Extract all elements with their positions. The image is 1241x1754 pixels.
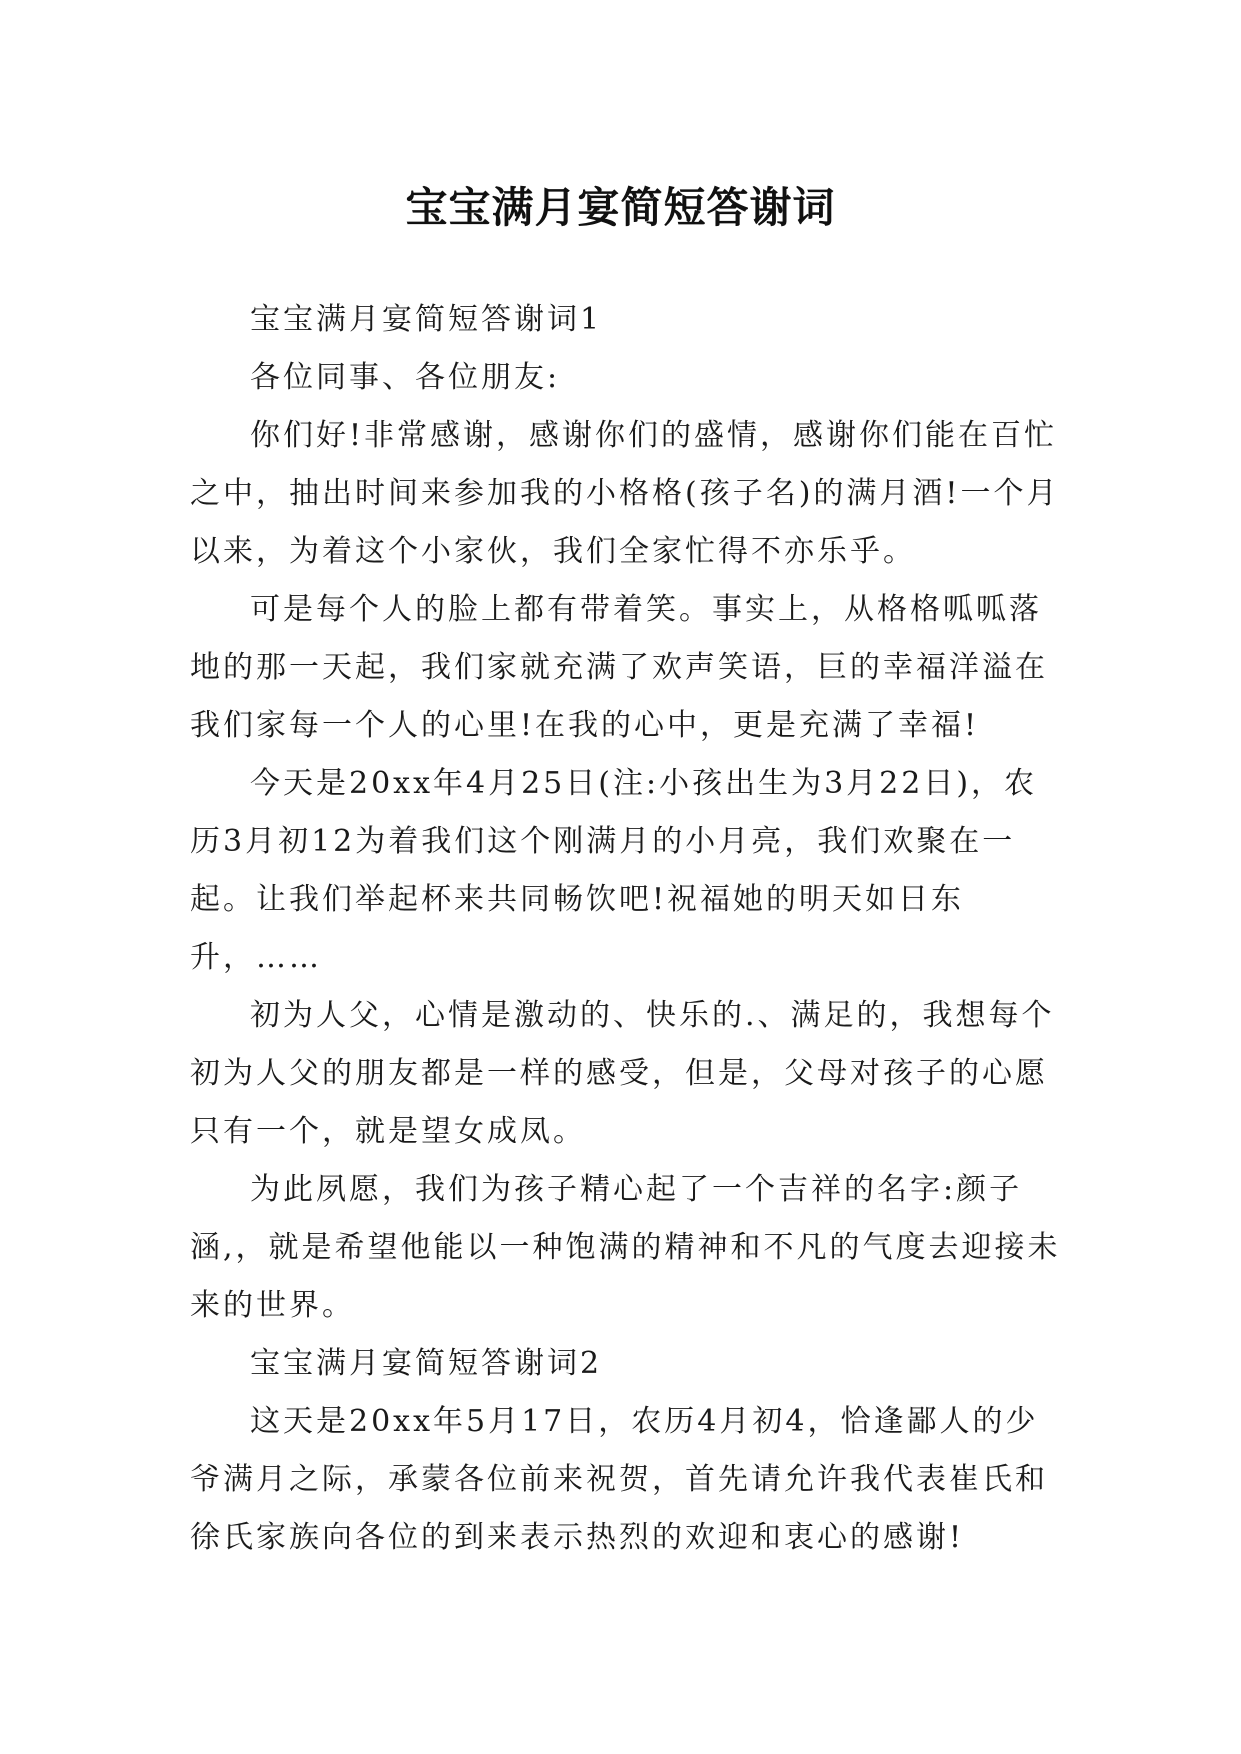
paragraph: 为此夙愿，我们为孩子精心起了一个吉祥的名字:颜子涵,，就是希望他能以一种饱满的精神和不凡的气度去迎接未来的世界。: [190, 1172, 1061, 1323]
paragraph: 初为人父，心情是激动的、快乐的.、满足的，我想每个初为人父的朋友都是一样的感受，但是，父母对孩子的心愿只有一个，就是望女成凤。: [190, 998, 1055, 1149]
salutation: 各位同事、各位朋友:: [250, 360, 561, 395]
section-heading-2: 宝宝满月宴简短答谢词2: [250, 1346, 603, 1381]
paragraph: 这天是20xx年5月17日，农历4月初4，恰逢鄙人的少爷满月之际，承蒙各位前来祝贺，首先请允许我代表崔氏和徐氏家族向各位的到来表示热烈的欢迎和衷心的感谢!: [190, 1404, 1048, 1555]
document-body: [190, 291, 1070, 1567]
paragraph: 你们好!非常感谢，感谢你们的盛情，感谢你们能在百忙之中，抽出时间来参加我的小格格(孩子名)的满月酒!一个月以来，为着这个小家伙，我们全家忙得不亦乐乎。: [190, 418, 1060, 569]
section-heading-1: 宝宝满月宴简短答谢词1: [250, 302, 603, 337]
paragraph: 可是每个人的脸上都有带着笑。事实上，从格格呱呱落地的那一天起，我们家就充满了欢声笑语，巨的幸福洋溢在我们家每一个人的心里!在我的心中，更是充满了幸福!: [190, 592, 1048, 743]
document-title: 宝宝满月宴简短答谢词: [405, 183, 836, 233]
paragraph: 今天是20xx年4月25日(注:小孩出生为3月22日)，农历3月初12为着我们这个刚满月的小月亮，我们欢聚在一起。让我们举起杯来共同畅饮吧!祝福她的明天如日东升，……: [190, 766, 1038, 975]
